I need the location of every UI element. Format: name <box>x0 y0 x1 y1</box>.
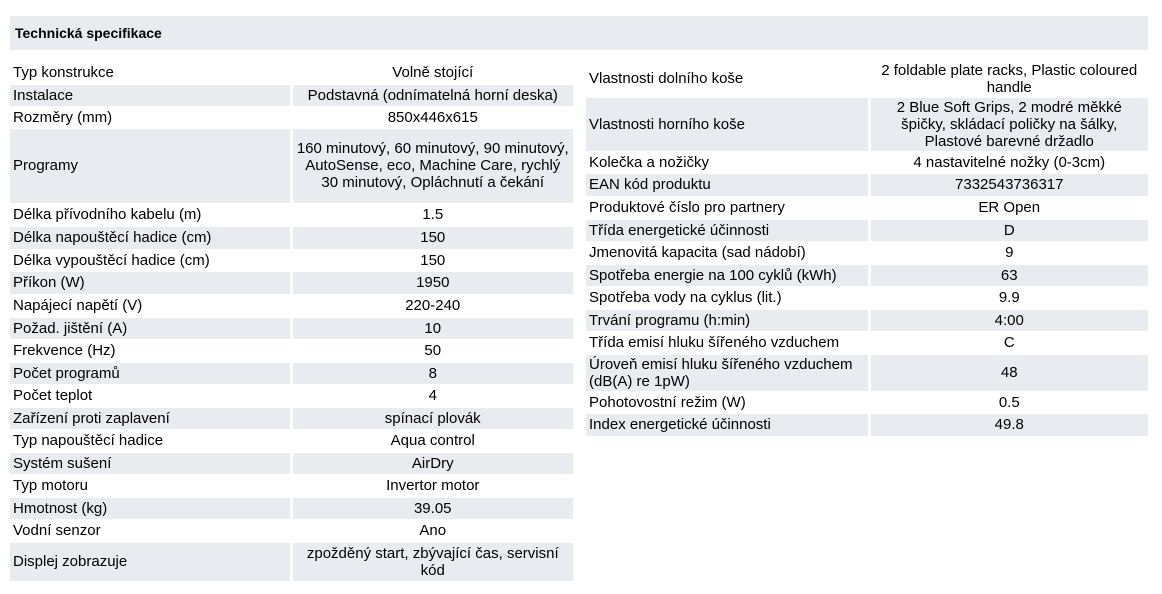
spec-label: Zařízení proti zaplavení <box>10 407 291 429</box>
spec-row <box>10 497 573 519</box>
spec-value: 50 <box>291 339 573 362</box>
spec-value: 160 minutový, 60 minutový, 90 minutový, AutoSense, eco, Machine Care, rychlý 30 minutový, Opláchnutí a čekání <box>291 128 573 203</box>
spec-row <box>10 106 573 128</box>
spec-row <box>10 84 573 106</box>
spec-label: Počet teplot <box>10 384 291 407</box>
spec-value: C <box>869 331 1148 354</box>
spec-row <box>586 219 1148 241</box>
spec-row <box>586 97 1148 151</box>
spec-label: Počet programů <box>10 362 291 384</box>
spec-value: 10 <box>291 317 573 339</box>
spec-label: Typ napouštěcí hadice <box>10 429 291 452</box>
spec-label: Systém sušení <box>10 452 291 474</box>
spec-value: 9.9 <box>869 286 1148 309</box>
spec-table-right <box>586 61 1148 437</box>
spec-value: 4 nastavitelné nožky (0-3cm) <box>869 151 1148 173</box>
spec-value: 1.5 <box>291 203 573 226</box>
spec-value: 48 <box>869 354 1148 391</box>
spec-value: zpožděný start, zbývající čas, servisní kód <box>291 542 573 581</box>
spec-label: Kolečka a nožičky <box>586 151 869 173</box>
spec-value: 9 <box>869 241 1148 264</box>
spec-label: Rozměry (mm) <box>10 106 291 128</box>
spec-row <box>586 309 1148 331</box>
spec-label: Displej zobrazuje <box>10 542 291 581</box>
spec-label: Jmenovitá kapacita (sad nádobí) <box>586 241 869 264</box>
spec-row <box>10 519 573 542</box>
spec-label: Instalace <box>10 84 291 106</box>
spec-value: 2 Blue Soft Grips, 2 modré měkké špičky, skládací poličky na šálky, Plastové barevné držadlo <box>869 97 1148 151</box>
spec-value: D <box>869 219 1148 241</box>
spec-label: Příkon (W) <box>10 271 291 294</box>
spec-value: Volně stojící <box>291 61 573 84</box>
spec-row <box>10 339 573 362</box>
spec-row <box>10 407 573 429</box>
spec-row <box>586 354 1148 391</box>
spec-row <box>10 128 573 203</box>
spec-row <box>586 331 1148 354</box>
spec-value: 7332543736317 <box>869 173 1148 196</box>
spec-value: 4 <box>291 384 573 407</box>
spec-value: ER Open <box>869 196 1148 219</box>
spec-value: 8 <box>291 362 573 384</box>
spec-value: 0.5 <box>869 391 1148 413</box>
spec-row <box>586 61 1148 97</box>
spec-label: Délka přívodního kabelu (m) <box>10 203 291 226</box>
spec-label: Typ motoru <box>10 474 291 497</box>
spec-label: Délka vypouštěcí hadice (cm) <box>10 249 291 271</box>
spec-row <box>10 317 573 339</box>
spec-value: 63 <box>869 264 1148 286</box>
spec-value: 150 <box>291 226 573 249</box>
spec-value: Podstavná (odnímatelná horní deska) <box>291 84 573 106</box>
spec-row <box>586 286 1148 309</box>
spec-value: Invertor motor <box>291 474 573 497</box>
spec-label: Programy <box>10 128 291 203</box>
spec-row <box>10 226 573 249</box>
spec-row <box>586 173 1148 196</box>
spec-row <box>10 542 573 581</box>
spec-value: 4:00 <box>869 309 1148 331</box>
spec-label: Index energetické účinnosti <box>586 413 869 436</box>
spec-label: Vlastnosti dolního koše <box>586 61 869 97</box>
spec-label: Spotřeba vody na cyklus (lit.) <box>586 286 869 309</box>
spec-value: 850x446x615 <box>291 106 573 128</box>
spec-row <box>10 474 573 497</box>
spec-row <box>586 151 1148 173</box>
spec-value: Aqua control <box>291 429 573 452</box>
spec-value: AirDry <box>291 452 573 474</box>
spec-label: Požad. jištění (A) <box>10 317 291 339</box>
spec-label: Třída emisí hluku šířeného vzduchem <box>586 331 869 354</box>
spec-label: Spotřeba energie na 100 cyklů (kWh) <box>586 264 869 286</box>
spec-label: Frekvence (Hz) <box>10 339 291 362</box>
spec-value: 39.05 <box>291 497 573 519</box>
spec-row <box>586 391 1148 413</box>
spec-label: Trvání programu (h:min) <box>586 309 869 331</box>
spec-label: Produktové číslo pro partnery <box>586 196 869 219</box>
spec-value: 150 <box>291 249 573 271</box>
spec-label: EAN kód produktu <box>586 173 869 196</box>
spec-table-left <box>10 61 573 582</box>
spec-label: Vlastnosti horního koše <box>586 97 869 151</box>
spec-label: Vodní senzor <box>10 519 291 542</box>
spec-row <box>586 413 1148 436</box>
spec-value: Ano <box>291 519 573 542</box>
spec-row <box>10 271 573 294</box>
spec-label: Hmotnost (kg) <box>10 497 291 519</box>
spec-row <box>10 249 573 271</box>
spec-row <box>10 61 573 84</box>
spec-row <box>586 241 1148 264</box>
spec-value: 1950 <box>291 271 573 294</box>
spec-label: Typ konstrukce <box>10 61 291 84</box>
spec-label: Napájecí napětí (V) <box>10 294 291 317</box>
spec-row <box>586 196 1148 219</box>
spec-row <box>10 452 573 474</box>
spec-value: 2 foldable plate racks, Plastic coloured handle <box>869 61 1148 97</box>
spec-label: Délka napouštěcí hadice (cm) <box>10 226 291 249</box>
spec-row <box>10 294 573 317</box>
section-title: Technická specifikace <box>15 25 162 41</box>
spec-row <box>10 429 573 452</box>
spec-row <box>10 362 573 384</box>
spec-value: 49.8 <box>869 413 1148 436</box>
section-header <box>10 16 1148 50</box>
spec-label: Úroveň emisí hluku šířeného vzduchem (dB(A) re 1pW) <box>586 354 869 391</box>
spec-row <box>10 384 573 407</box>
spec-row <box>10 203 573 226</box>
spec-value: 220-240 <box>291 294 573 317</box>
spec-row <box>586 264 1148 286</box>
spec-value: spínací plovák <box>291 407 573 429</box>
spec-label: Třída energetické účinnosti <box>586 219 869 241</box>
spec-label: Pohotovostní režim (W) <box>586 391 869 413</box>
